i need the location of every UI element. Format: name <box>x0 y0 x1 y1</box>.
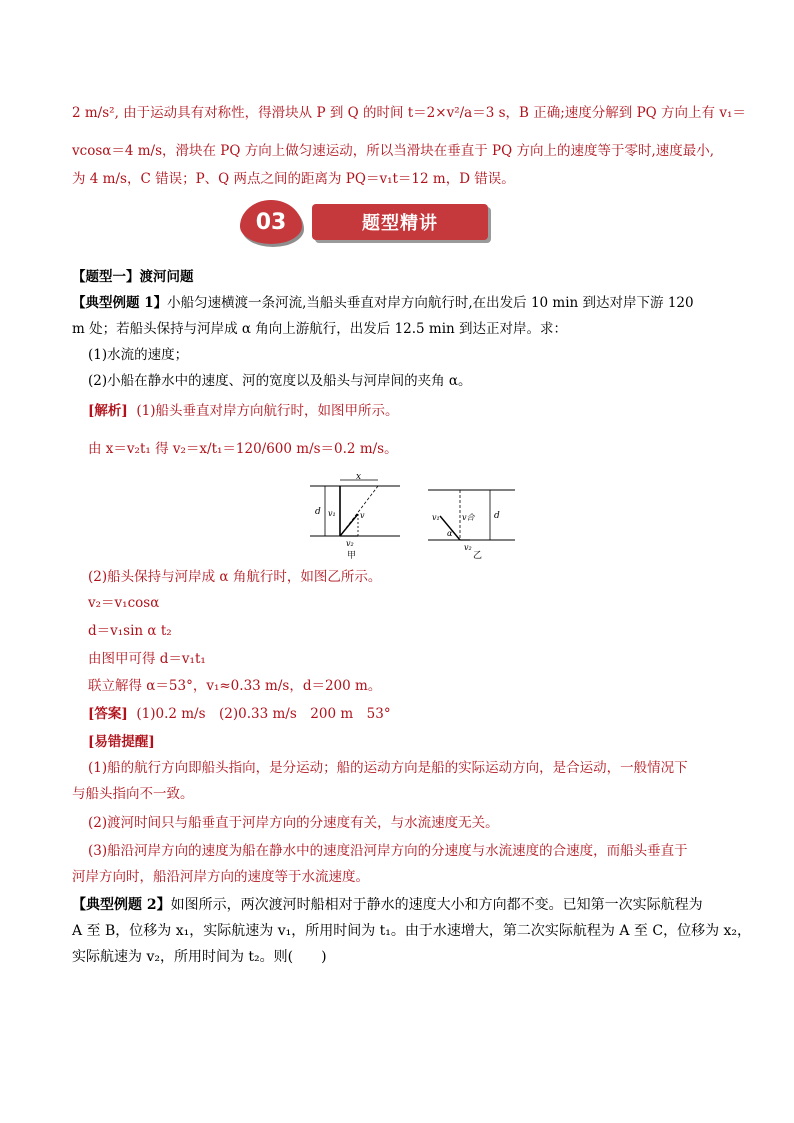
example2-line-2: A 至 B，位移为 x₁，实际航速为 v₁，所用时间为 t₁。由于水速增大，第二次实际航程为 A 至 C，位移为 x₂， <box>72 923 752 939</box>
solution-line-3: 为 4 m/s，C 错误；P、Q 两点之间的距离为 PQ＝v₁t＝12 m，D 错误。 <box>72 171 515 187</box>
tip-1b: 与船头指向不一致。 <box>72 786 194 802</box>
equation-2: d＝v₁sin α t₂ <box>88 623 172 639</box>
river-crossing-figures <box>300 474 530 574</box>
example2-line-3: 实际航速为 v₂，所用时间为 t₂。则( ) <box>72 949 327 965</box>
section-number-badge: 03 <box>240 200 302 244</box>
question-2: (2)小船在静水中的速度、河的宽度以及船头与河岸间的夹角 α。 <box>88 373 472 389</box>
figure-jia <box>310 474 400 561</box>
fig-label-v1: v₁ <box>328 509 336 518</box>
section-banner <box>240 200 490 248</box>
example1-line-1 <box>72 294 694 312</box>
fig-label-v: v <box>360 511 365 520</box>
equation-1: v₂＝v₁cosα <box>88 595 160 611</box>
formula-1: 由 x＝v₂t₁ 得 v₂＝x/t₁＝120/600 m/s＝0.2 m/s。 <box>88 441 398 457</box>
equation-3: 由图甲可得 d＝v₁t₁ <box>88 651 206 667</box>
fig-label-d: d <box>315 507 321 517</box>
example1-line-2: m 处；若船头保持与河岸成 α 角向上游航行，出发后 12.5 min 到达正对岸。求： <box>72 321 568 337</box>
fig2-label-vhe: v合 <box>462 513 475 522</box>
answer-label: [答案] <box>88 706 128 722</box>
fig-label-yi: 乙 <box>473 551 483 561</box>
tip-2: (2)渡河时间只与船垂直于河岸方向的分速度有关，与水流速度无关。 <box>88 815 499 831</box>
fig2-label-alpha: α <box>447 529 453 538</box>
fig-label-v2: v₂ <box>346 539 354 548</box>
answer-text: (1)0.2 m/s (2)0.33 m/s 200 m 53° <box>136 706 391 722</box>
type1-heading: 【题型一】渡河问题 <box>72 269 194 285</box>
example2-label: 【典型例题 2】 <box>72 897 171 913</box>
tip-3b: 河岸方向时，船沿河岸方向的速度等于水流速度。 <box>72 869 369 885</box>
section-title: 题型精讲 <box>312 204 488 240</box>
example1-text-1: 小船匀速横渡一条河流,当船头垂直对岸方向航行时,在出发后 10 min 到达对岸下游 120 <box>167 295 694 311</box>
fig2-label-v2: v₂ <box>464 543 472 552</box>
analysis-text-1: (1)船头垂直对岸方向航行时，如图甲所示。 <box>136 403 399 419</box>
solution-line-2: vcosα＝4 m/s，滑块在 PQ 方向上做匀速运动，所以当滑块在垂直于 PQ 方向上的速度等于零时,速度最小, <box>72 143 715 159</box>
example2-text-1: 如图所示，两次渡河时船相对于静水的速度大小和方向都不变。已知第一次实际航程为 <box>170 897 703 913</box>
example2-line-1 <box>72 896 703 914</box>
answer-line <box>88 705 391 723</box>
fig2-label-d: d <box>494 511 500 521</box>
tip-1a: (1)船的航行方向即船头指向，是分运动；船的运动方向是船的实际运动方向，是合运动，一般情况下 <box>88 760 688 776</box>
analysis-line-2: (2)船头保持与河岸成 α 角航行时，如图乙所示。 <box>88 569 382 585</box>
figure-yi <box>428 490 515 561</box>
tips-label: [易错提醒] <box>88 734 155 750</box>
fig-label-x: x <box>356 474 362 482</box>
example1-label: 【典型例题 1】 <box>72 295 168 311</box>
analysis-line-1 <box>88 402 399 420</box>
equation-4: 联立解得 α＝53°，v₁≈0.33 m/s，d＝200 m。 <box>88 678 382 694</box>
fig-label-jia: 甲 <box>347 551 357 561</box>
question-1: (1)水流的速度； <box>88 347 189 363</box>
solution-line-1: 2 m/s², 由于运动具有对称性，得滑块从 P 到 Q 的时间 t＝2×v²/a＝3 s，B 正确;速度分解到 PQ 方向上有 v₁＝ <box>72 105 746 121</box>
analysis-label: [解析] <box>88 403 128 419</box>
fig2-label-v1: v₁ <box>432 513 440 522</box>
tip-3a: (3)船沿河岸方向的速度为船在静水中的速度沿河岸方向的分速度与水流速度的合速度，而船头垂直于 <box>88 843 688 859</box>
